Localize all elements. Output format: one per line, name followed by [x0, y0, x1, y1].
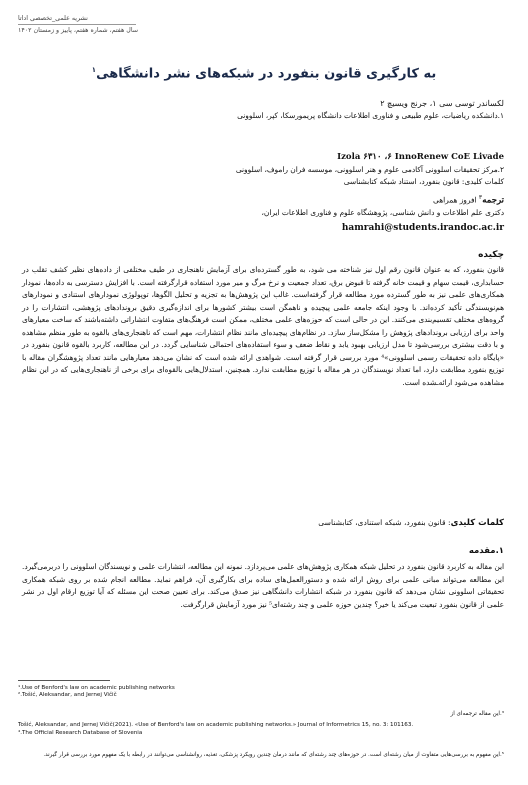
affiliation-2-block [24, 164, 504, 187]
footnote-5: ⁵.این مفهوم به بررسی‌هایی متفاوت از میان رشته‌ای است. در حوزه‌های چند رشته‌ای که مانند درمان چندین رویکرد پزشکی، تغذیه، روانشناسی می‌توانند در رابطه با یک مفهوم مورد بررسی قرار گیرند. [43, 752, 504, 758]
footnote-reference: Tošić, Aleksandar, and Jernej Vičič(2021). «Use of Benfordꞌs law on academic publishing networks.» Journal of Informetrics 15, no. 3: 101163. [18, 722, 414, 728]
footnote-2: ².Tošić, Aleksandar, and Jernej Vičič [18, 692, 117, 699]
header-divider [18, 24, 136, 25]
paper-title-text: به کارگیری قانون بنفورد در شبکه‌های نشر دانشگاهی [96, 66, 437, 82]
footnote-3: ³.این مقاله ترجمه‌ای از [450, 711, 504, 717]
translator-note: ۳ [478, 194, 483, 201]
keywords-text: قانون بنفورد، شبکه استنادی، کتابشناسی [318, 518, 446, 527]
footnote-reference-block [18, 722, 508, 737]
intro-heading: ۱.مقدمه [468, 546, 504, 556]
translator-block [24, 192, 504, 218]
abstract-heading: چکیده [478, 250, 504, 260]
keywords-colon: : [445, 518, 451, 527]
translator-line [24, 192, 504, 207]
translator-email[interactable]: hamrahi@students.irandoc.ac.ir [341, 223, 504, 233]
translator-affiliation: دکتری علم اطلاعات و دانش شناسی، پژوهشگاه علوم و فناوری اطلاعات ایران، [261, 207, 504, 217]
affiliation-2: ۲.مرکز تحقیقات اسلوونی آکادمی علوم و هنر اسلوونی، موسسه فران راموف، اسلوونی [235, 165, 504, 174]
title-footnote-mark: ۱ [91, 66, 97, 74]
keywords-label: کلمات کلیدی [450, 518, 504, 528]
footnote-divider [18, 680, 110, 681]
footnote-1: ¹.Use of Benfordꞌs law on academic publishing networks [18, 685, 175, 691]
journal-issue: سال هفتم، شماره هفتم، پاییز و زمستان ۱۴۰۲ [18, 27, 139, 34]
author-block [24, 98, 504, 121]
footnote-4: ⁴.The Official Research Database of Slovenia [18, 729, 143, 736]
author-keywords: کلمات کلیدی: قانون بنفورد، استناد شبکه کتابشناسی [343, 176, 504, 186]
keywords-line [22, 518, 504, 528]
author-names: لکساندر توسی سی ۱، جرنج ویسیچ ۲ [380, 99, 504, 108]
affiliation-1: ۱.دانشکده ریاضیات، علوم طبیعی و فناوری اطلاعات دانشگاه پریمورسکا، کپر، اسلوونی [237, 110, 504, 120]
journal-header [18, 14, 158, 35]
paper-title [40, 66, 488, 81]
affiliation-latin: Izola ۶۳۱۰ ،۶ InnoRenew CoE Livade [337, 152, 504, 162]
intro-text: این مقاله به کاربرد قانون بنفورد در تحلیل شبکه همکاری پژوهش‌های علمی می‌پردازد. نمونه این مطالعه، انتشارات علمی و نویسندگان اسلوونی را دربرمی‌گیرد. این مطالعه می‌تواند مبانی علمی برای روش ارائه شده و دستورالعمل‌های ساده برای بکارگیری آن، فراهم نماید. مطالعه انجام شده بر روی شبکه همکاری تحقیقاتی اسلوونی نشان می‌دهد که قانون بنفورد در شبکه انتشارات دانشگاهی نیز صدق می‌کند. برای تعیین صحت این مسئله که آیا توزیع ارقام اول در نشر علمی از قانون بنفورد تبعیت می‌کند یا خیر؟ چندین حوزه علمی و چند رشته‌ای⁵ نیز مورد آزمایش قرارگرفت. [22, 562, 504, 609]
translator-label: ترجمه [482, 195, 504, 206]
translator-name: افروز همراهی [433, 195, 477, 205]
abstract-text: قانون بنفورد، که به عنوان قانون رقم اول نیز شناخته می شود، به طور گسترده‌ای برای آزمایش ناهنجاری در طیف مختلفی از داده‌های نظیر کشف تقلب در حسابداری، قیمت سهام و قیمت خانه گرفته تا قبوض برق، تعداد جمعیت و نرخ مرگ و میر مورد استفاده قرارگرفته است. با افزایش دسترسی به داده‌ها، نمودار همکاری‌های علمی نیز به طور گسترده مورد مطالعه قرار گرفته‌است. غالب این پژوهش‌ها به تجزیه و تحلیل الگوها، توپولوژی نمودارهای استنادی و نمودارهای هم‌نویسندگی تأکید کرده‌اند. با وجود اینکه جامعه علمی پیچیده و ناهمگن است بیشتر کشورها برای اندازه‌گیری دقیق بروندادهای پژوهشی، انتشارات را در گروه‌های مختلف تقسیم‌بندی می‌کنند. این در حالی است که حوزه‌های علمی مختلف، ممکن است فرهنگ‌های متفاوت انتشاراتی داشته‌باشند که ساخت معیارهای واحد برای ارزیابی بروندادهای پژوهش را مشکل‌ساز سازد. در نظام‌های پیچیده‌ای مانند نظام انتشارات، مهم است که ناهنجاری‌های بالقوه به طور منظم مشاهده و با دقت بیشتری بررسی‌شود تا مدل ارزیابی بهبود یابد و نقاط ضعف و سوء استفاده‌های احتمالی شناسایی گردد. در این مطالعه، کاربرد بالقوه قانون بنفورد در «پایگاه داده تحقیقات رسمی اسلوونی»⁴ مورد بررسی قرار گرفته است. شواهدی ارائه شده است که نشان می‌دهد معیارهایی مانند تعداد پژوهشگران مقاله با توزیع بنفورد مطابقت دارد، اما تعداد نویسندگان در هر مقاله با توزیع مطابقت ندارد. همچنین، استدلال‌هایی بالقوه‌ای برای برخی از ناهنجاری‌هایی که در این نظام مشاهده می‌شود ارائه‌ـشده است. [22, 265, 504, 387]
footnotes-english [18, 685, 318, 700]
journal-name: نشریه علمی_تخصصی اداتا [18, 15, 88, 22]
